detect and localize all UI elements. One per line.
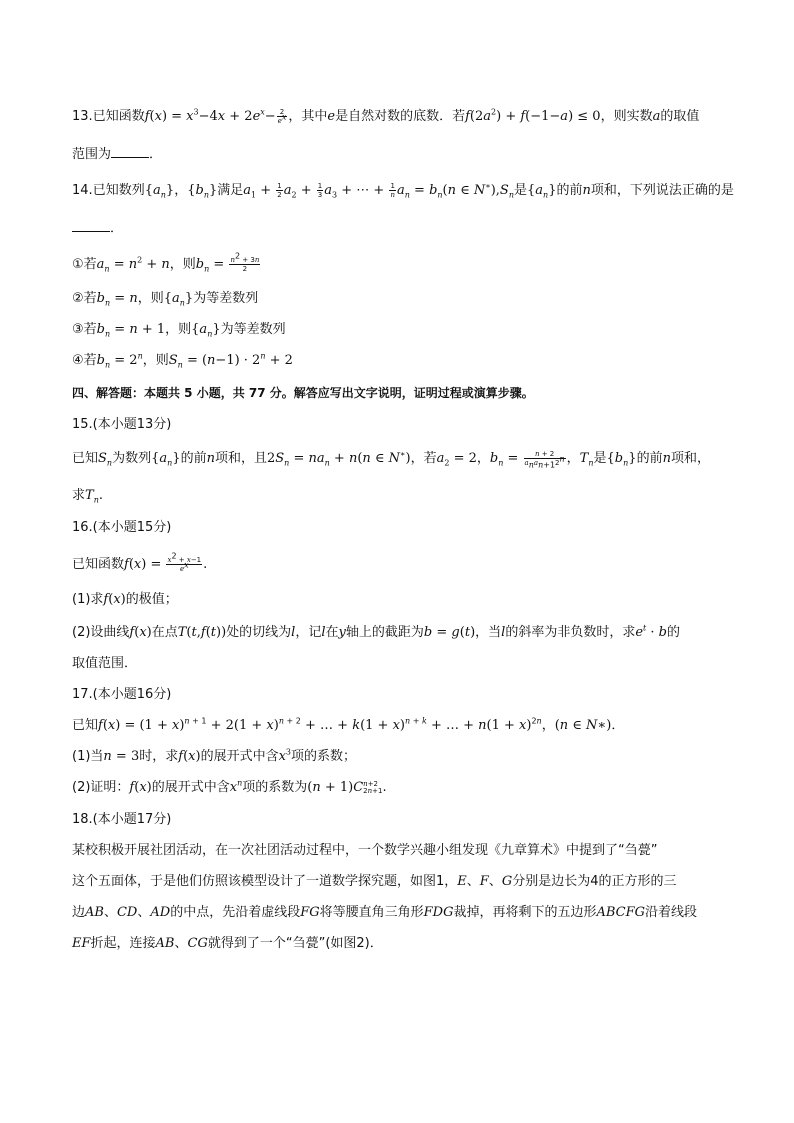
q15-text: ，: [566, 451, 580, 466]
q14-text: ，: [174, 183, 188, 198]
q15-text: ，: [476, 451, 490, 466]
q18-text: 裁掉，再将剩下的五边形: [453, 905, 597, 920]
q13-number: 13.: [72, 109, 93, 124]
q15-line1: 已知$S_n$为数列$\{a_n\}$的前n项和，且$2S_n = na_n + n(n$ ∈ N∗)，若$a_2 = 2$，$b_n$ = $\frac{n + 2}{a_na_{n+1}2^n}$ ，$T_n$是$\{b_n\}$的前n项和，: [72, 449, 710, 470]
q13-math: f: [144, 109, 150, 124]
q18-text: 这个五面体，于是他们仿照该模型设计了一道数学探究题，如图1，: [72, 874, 458, 889]
q14-line1: 14.已知数列$\{a_n\}$，$\{b_n\}$满足$a_1$ + $\frac{1}{2}$ $a_2$ + $\frac{1}{3}$ $a_3$ + ⋯ + $\frac{1}{n}$ $a_n = b_n(n$ ∈ $N^∗),S_n$是$\{a_n\}$的前n项和，下列说法正确的是: [72, 181, 734, 200]
q13-text: 是自然对数的底数．若: [335, 109, 466, 124]
q14-text: ①若: [72, 257, 97, 272]
q14-text: 为等差数列: [193, 291, 259, 306]
q14-fraction: $\frac{1}{2}$: [277, 182, 282, 199]
q16-text: 轴上的截距为: [345, 625, 424, 640]
q16-text: ，记: [295, 625, 322, 640]
q16-text: 的: [667, 625, 681, 640]
q14-text: 已知数列: [92, 183, 145, 198]
q16-part2-line1: (2)设曲线f(x)在点T(t,f(t))处的切线为l，记l在y轴上的截距为b = g(t)，当l的斜率为非负数时，求$e^t \cdot b$的: [72, 623, 681, 640]
q17-text: .: [382, 780, 387, 795]
q16-text: (1)求: [72, 592, 104, 607]
q15-text: 的前: [636, 451, 663, 466]
q16-text: (2)设曲线: [72, 625, 130, 640]
q17-text: 的展开式中含: [200, 749, 279, 764]
q17-line1: 已知$f(x) = (1 + x)^{n + 1} + 2(1 + x)^{n + 2}$ + … + $k(1 + x)^{n + k}$ + … + $n(1 + x)^{2n}$，(n ∈ N∗)．: [72, 716, 625, 733]
q14-text: ④若: [72, 353, 97, 368]
q18-text: 将等腰直角三角形: [319, 905, 424, 920]
q15-heading: 15.(本小题13分): [72, 417, 172, 432]
q14-text: 为等差数列: [220, 322, 286, 337]
q16-text: 已知函数: [72, 557, 125, 572]
q15-text: 项和，且: [214, 451, 267, 466]
q18-text: 、: [103, 905, 117, 920]
q16-line1: 已知函数f(x) = $\frac{x^2 + x-1}{e^x}$ .: [72, 551, 208, 573]
q18-text: 、: [137, 905, 151, 920]
q14-text: ②若: [72, 291, 97, 306]
q16-text: 在: [325, 625, 339, 640]
section-heading: 四、解答题：本题共 5 小题，共 77 分。解答应写出文字说明，证明过程或演算步骤。: [72, 386, 534, 400]
q16-text: 处的切线为: [226, 625, 292, 640]
q18-text: 沿着线段: [645, 905, 698, 920]
q13-line2: [72, 145, 724, 164]
q14-option1: ①若$a_n = n^2 + n$，则$b_n$ = $\frac{n^2 + 3n}{2}$: [72, 251, 260, 274]
q13-text: 的取值: [660, 109, 700, 124]
q14-fraction: $\frac{n^2 + 3n}{2}$: [230, 251, 260, 273]
q15-text: ，若: [410, 451, 437, 466]
q17-text: 项的系数为: [242, 780, 308, 795]
q18-text: 折起，连接: [90, 936, 156, 951]
q18-text: 、: [174, 936, 188, 951]
q14-text: 是: [513, 183, 527, 198]
q17-text: (2)证明：: [72, 780, 130, 795]
q18-heading: 18.(本小题17分): [72, 812, 172, 827]
q18-text: 、: [466, 874, 480, 889]
q15-text: 项和，: [670, 451, 710, 466]
answer-blank: [72, 219, 110, 232]
q17-text: (1)当: [72, 749, 104, 764]
q15-text: 的前: [180, 451, 207, 466]
q14-option2: ②若$b_n = n$，则$\{a_n\}$为等差数列: [72, 291, 259, 308]
q16-text: .: [203, 557, 208, 572]
q17-text: 的展开式中含: [151, 780, 230, 795]
q17-text: 时，求: [139, 749, 179, 764]
q15-text: .: [98, 488, 103, 503]
q16-text: 在点: [151, 625, 178, 640]
q16-part1: (1)求f(x)的极值；: [72, 592, 178, 607]
q18-text: 就得到了一个“刍甍”(如图2)．: [207, 936, 383, 951]
q14-text: ，则: [137, 291, 164, 306]
q16-heading: 16.(本小题15分): [72, 520, 172, 535]
q16-text: ，当: [475, 625, 502, 640]
q17-binom-indices: n+2 2n+1: [363, 779, 383, 795]
q14-text: ，则: [142, 353, 169, 368]
q14-text: ③若: [72, 322, 97, 337]
q18-line3: 边AB、CD、AD的中点，先沿着虚线段FG将等腰直角三角形FDG裁掉，再将剩下的五边形ABCFG沿着线段: [72, 905, 698, 920]
q15-text: 已知: [72, 451, 99, 466]
q15-text: 为数列: [112, 451, 152, 466]
q14-text: ，则: [165, 322, 192, 337]
q13-text: ，其中: [288, 109, 328, 124]
answer-blank: [111, 145, 149, 158]
q17-text: ．: [611, 718, 625, 733]
q13-text: ．: [149, 147, 163, 162]
q17-text: 项的系数；: [291, 749, 357, 764]
q15-text: 求: [72, 488, 86, 503]
q15-text: 是: [593, 451, 607, 466]
q14-number: 14.: [72, 183, 93, 198]
q16-text: 的极值；: [125, 592, 178, 607]
q18-line2: 这个五面体，于是他们仿照该模型设计了一道数学探究题，如图1，E、F、G分别是边长为4的正方形的三: [72, 874, 677, 889]
q14-line2: [72, 219, 724, 238]
q16-part2-line2: 取值范围．: [72, 656, 138, 671]
q13-line1: 13.已知函数$f(x) = x^3-4x + 2e^x-$ $\frac{2}{e^x}$ ，其中e是自然对数的底数．若$f(2a^2) + f(-1-a) \le 0$，则实数a的取值: [72, 107, 700, 125]
q17-part2: (2)证明：f(x)的展开式中含$x^n$项的系数为(n + 1)C n+2 2n+1 .: [72, 778, 387, 795]
q14-fraction: $\frac{1}{n}$: [390, 182, 395, 199]
q14-text: ，则: [169, 257, 196, 272]
q17-part1: (1)当n = 3时，求f(x)的展开式中含$x^3$项的系数；: [72, 747, 357, 764]
q14-text: 满足: [217, 183, 244, 198]
q18-text: 边: [72, 905, 86, 920]
q17-heading: 17.(本小题16分): [72, 687, 172, 702]
q14-text: 项和，下列说法正确的是: [590, 183, 734, 198]
q18-text: 、: [488, 874, 502, 889]
q18-line1: 某校积极开展社团活动，在一次社团活动过程中，一个数学兴趣小组发现《九章算术》中提到了“刍甍”: [72, 843, 658, 858]
q13-text: 范围为: [72, 147, 112, 162]
q13-fraction: $\frac{2}{e^x}$: [277, 108, 287, 125]
q18-text: 分别是边长为4的正方形的三: [512, 874, 677, 889]
q15-fraction: $\frac{n + 2}{a_na_{n+1}2^n}$: [524, 450, 565, 470]
q16-text: 的斜率为非负数时，求: [505, 625, 636, 640]
q14-text: ．: [110, 221, 124, 236]
q14-fraction: $\frac{1}{3}$: [317, 182, 323, 199]
q18-text: 的中点，先沿着虚线段: [170, 905, 301, 920]
q14-option3: ③若$b_n = n + 1$，则$\{a_n\}$为等差数列: [72, 322, 286, 339]
q14-option4: ④若$b_n = 2^n$，则$S_n = (n-1) \cdot 2^n + 2$: [72, 351, 293, 370]
q18-line4: EF折起，连接AB、CG就得到了一个“刍甍”(如图2)．: [72, 936, 383, 951]
q14-text: 的前: [556, 183, 583, 198]
q15-line2: 求$T_n$.: [72, 488, 103, 505]
q13-text: 已知函数: [92, 109, 145, 124]
q17-text: 已知: [72, 718, 99, 733]
q16-fraction: $\frac{x^2 + x-1}{e^x}$: [167, 551, 202, 573]
q13-text: ，则实数: [600, 109, 653, 124]
